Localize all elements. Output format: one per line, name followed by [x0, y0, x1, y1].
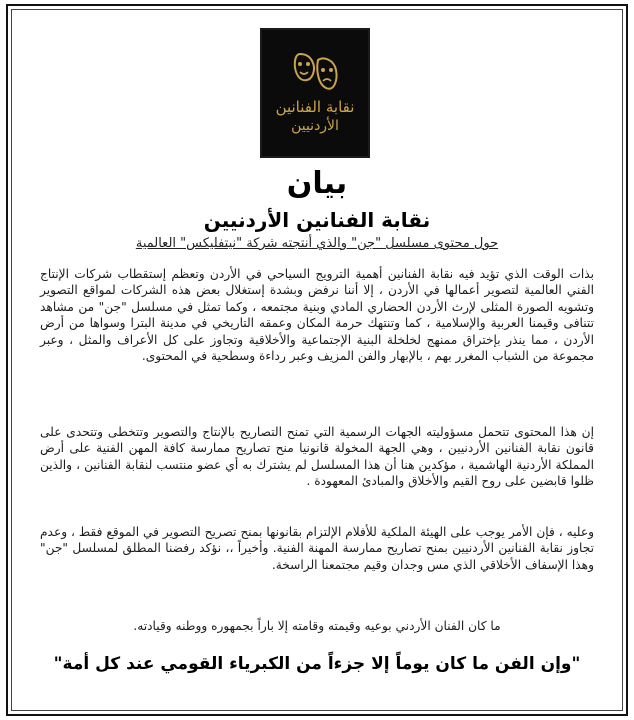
syndicate-logo [260, 28, 370, 158]
paragraph-1: بذات الوقت الذي تؤيد فيه نقابة الفنانين أهمية الترويج السياحي في الأردن وتعظم إستقطاب شركات الإنتاج الفني العالمية لتصوير أعمالها في الأردن ، إلا أننا نرفض وبشدة إستغلال بعض هذه الشركات لمواقع التصوير وتشويه الصورة المثلى لإرث الأردن الحضاري المادي وبنية مجتمعه ، وكما تمثل في مسلسل "جن" من مشاهد تتنافى وقيمنا العربية والإسلامية ، كما وتنتهك حرمة المكان وعمقه التاريخي في مدينة البترا وسواها من أرض الأردن ، مما ينذر بإختراق ممنهج لخلخلة البنية الإجتماعية والأخلاقية وتجاوز على كل الأعراف والمثل ، وعبر مجموعة من الشباب المغرر بهم ، بالإبهار والفن المزيف وعبر رداءة وسطحية في المحتوى. [40, 267, 594, 364]
statement-title: بيان [286, 166, 348, 201]
paragraph-2: إن هذا المحتوى تتحمل مسؤوليته الجهات الرسمية التي تمنح التصاريح بالإنتاج والتصوير وتتخطى وتتحدى على قانون نقابة الفنانين الأردنيين ، وهي الجهة المخولة قانونيا منح تصاريح ممارسة كافة المهن الفنية على أرض المملكة الأردنية الهاشمية ، مؤكدين هنا أن هذا المسلسل لم يشترك به أي عضو منتسب لنقابة الفنانين ، والذين ظلوا قابضين على روح القيم والأخلاق والمبادئ المعهودة . [40, 425, 594, 489]
paragraph-3: وعليه ، فإن الأمر يوجب على الهيئة الملكية للأفلام الإلتزام بقانونها بمنح تصريح التصوير في الموقع فقط ، وعدم تجاوز نقابة الفنانين الأردنيين بمنح تصاريح ممارسة المهنة الفنية. وأخيراً ،، نؤكد رفضنا المطلق لمسلسل "جن" وهذا الإسفاف الأخلاقي الذي مس وجدان وقيم مجتمعنا الراسخة. [40, 525, 594, 572]
statement-about-line: حول محتوى مسلسل "جن" والذي أنتجته شركة "نيتفليكس" العالمية [135, 236, 499, 251]
logo-text-line-2: الأردنيين [291, 118, 339, 134]
paragraph-4: ما كان الفنان الأردني بوعيه وقيمته وقامته إلا باراً بجمهوره ووطنه وقيادته. [133, 619, 501, 633]
statement-subtitle: نقابة الفنانين الأردنيين [203, 208, 431, 232]
logo-text-line-1: نقابة الفنانين [275, 98, 355, 116]
closing-quote: "وإن الفن ما كان يوماً إلا جزءاً من الكبرياء القومي عند كل أمة" [53, 654, 581, 674]
theater-masks-icon [290, 50, 340, 94]
